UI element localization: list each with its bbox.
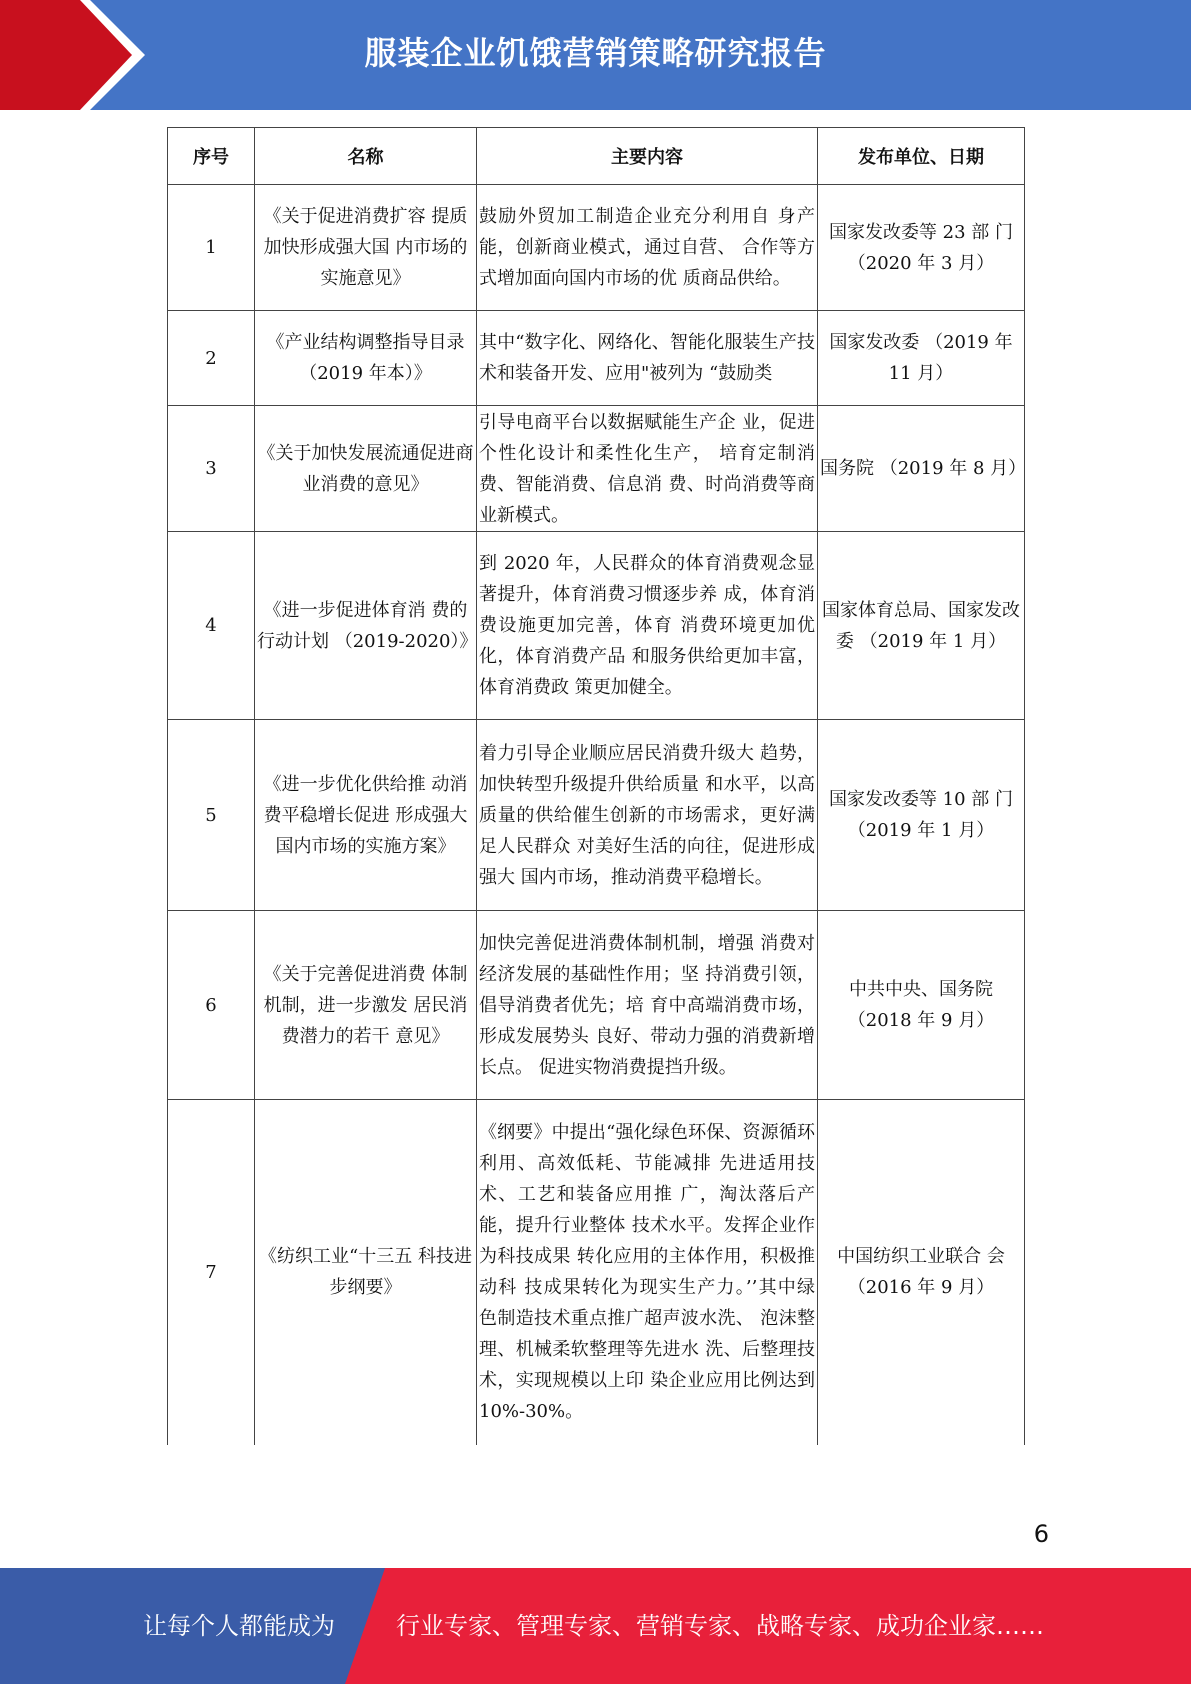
row-org-date: 国家发改委 （2019 年 11 月）: [818, 311, 1025, 406]
row-name: 《关于加快发展流通促进商业消费的意见》: [255, 406, 477, 532]
page-title: 服装企业饥饿营销策略研究报告: [364, 34, 827, 72]
row-content: 鼓励外贸加工制造企业充分利用自 身产能，创新商业模式，通过自营、 合作等方式增加面向国内市场的优 质商品供给。: [477, 185, 818, 311]
table-row: [168, 185, 1025, 311]
row-name: 《关于完善促进消费 体制机制，进一步激发 居民消费潜力的若干 意见》: [255, 911, 477, 1100]
row-org-date: 中共中央、国务院 （2018 年 9 月）: [818, 911, 1025, 1100]
footer-slogan-right: 行业专家、管理专家、营销专家、战略专家、成功企业家……: [396, 1612, 1044, 1640]
row-org-date: 国家发改委等 23 部 门（2020 年 3 月）: [818, 185, 1025, 311]
row-no: 4: [168, 532, 255, 720]
row-name: 《进一步促进体育消 费的行动计划 （2019-2020）》: [255, 532, 477, 720]
row-no: 7: [168, 1100, 255, 1445]
row-org-date: 国家体育总局、国家发改委 （2019 年 1 月）: [818, 532, 1025, 720]
row-name: 《纺织工业“十三五 科技进步纲要》: [255, 1100, 477, 1445]
table-row: [168, 311, 1025, 406]
row-no: 6: [168, 911, 255, 1100]
row-content: 其中“数字化、网络化、智能化服装生产技术和装备开发、应用"被列为 “鼓励类: [477, 311, 818, 406]
table-row: [168, 532, 1025, 720]
table-row: [168, 911, 1025, 1100]
row-content: 着力引导企业顺应居民消费升级大 趋势，加快转型升级提升供给质量 和水平，以高质量的供给催生创新的市场需求，更好满足人民群众 对美好生活的向往，促进形成强大 国内市场，推动消费平稳增长。: [477, 720, 818, 911]
row-content: 加快完善促进消费体制机制，增强 消费对经济发展的基础性作用；坚 持消费引领，倡导消费者优先；培 育中高端消费市场，形成发展势头 良好、带动力强的消费新增长点。 促进实物消费提挡升级。: [477, 911, 818, 1100]
page-footer: [0, 1568, 1191, 1684]
chevron-logo-icon: [0, 0, 160, 110]
row-org-date: 国务院 （2019 年 8 月）: [818, 406, 1025, 532]
header-content: 主要内容: [477, 128, 818, 185]
table-row: [168, 720, 1025, 911]
row-content: 《纲要》中提出“强化绿色环保、资源循环利用、高效低耗、节能减排 先进适用技术、工艺和装备应用推 广，淘汰落后产能，提升行业整体 技术水平。发挥企业作为科技成果 转化应用的主体作用，积极推动科 技成果转化为现实生产力。’’其中绿 色制造技术重点推广超声波水洗、 泡沫整理、机械柔软整理等先进水 洗、后整理技术，实现规模以上印 染企业应用比例达到 10%-30%。: [477, 1100, 818, 1445]
table-row: [168, 1100, 1025, 1445]
row-org-date: 中国纺织工业联合 会（2016 年 9 月）: [818, 1100, 1025, 1445]
row-no: 2: [168, 311, 255, 406]
row-org-date: 国家发改委等 10 部 门（2019 年 1 月）: [818, 720, 1025, 911]
policy-table: [167, 127, 1025, 1445]
header-no: 序号: [168, 128, 255, 185]
row-name: 《进一步优化供给推 动消费平稳增长促进 形成强大国内市场的实施方案》: [255, 720, 477, 911]
page-header: [0, 0, 1191, 110]
header-org-date: 发布单位、日期: [818, 128, 1025, 185]
table-header-row: [168, 128, 1025, 185]
footer-slogan-left: 让每个人都能成为: [143, 1612, 335, 1640]
row-no: 5: [168, 720, 255, 911]
row-content: 引导电商平台以数据赋能生产企 业，促进个性化设计和柔性化生产， 培育定制消费、智能消费、信息消 费、时尚消费等商业新模式。: [477, 406, 818, 532]
header-name: 名称: [255, 128, 477, 185]
table-row: [168, 406, 1025, 532]
row-no: 3: [168, 406, 255, 532]
row-name: 《产业结构调整指导目录（2019 年本）》: [255, 311, 477, 406]
row-content: 到 2020 年，人民群众的体育消费观念显著提升，体育消费习惯逐步养 成，体育消费设施更加完善，体育 消费环境更加优化，体育消费产品 和服务供给更加丰富，体育消费政 策更加健全。: [477, 532, 818, 720]
row-name: 《关于促进消费扩容 提质加快形成强大国 内市场的实施意见》: [255, 185, 477, 311]
row-no: 1: [168, 185, 255, 311]
page-number: 6: [1033, 1520, 1049, 1548]
